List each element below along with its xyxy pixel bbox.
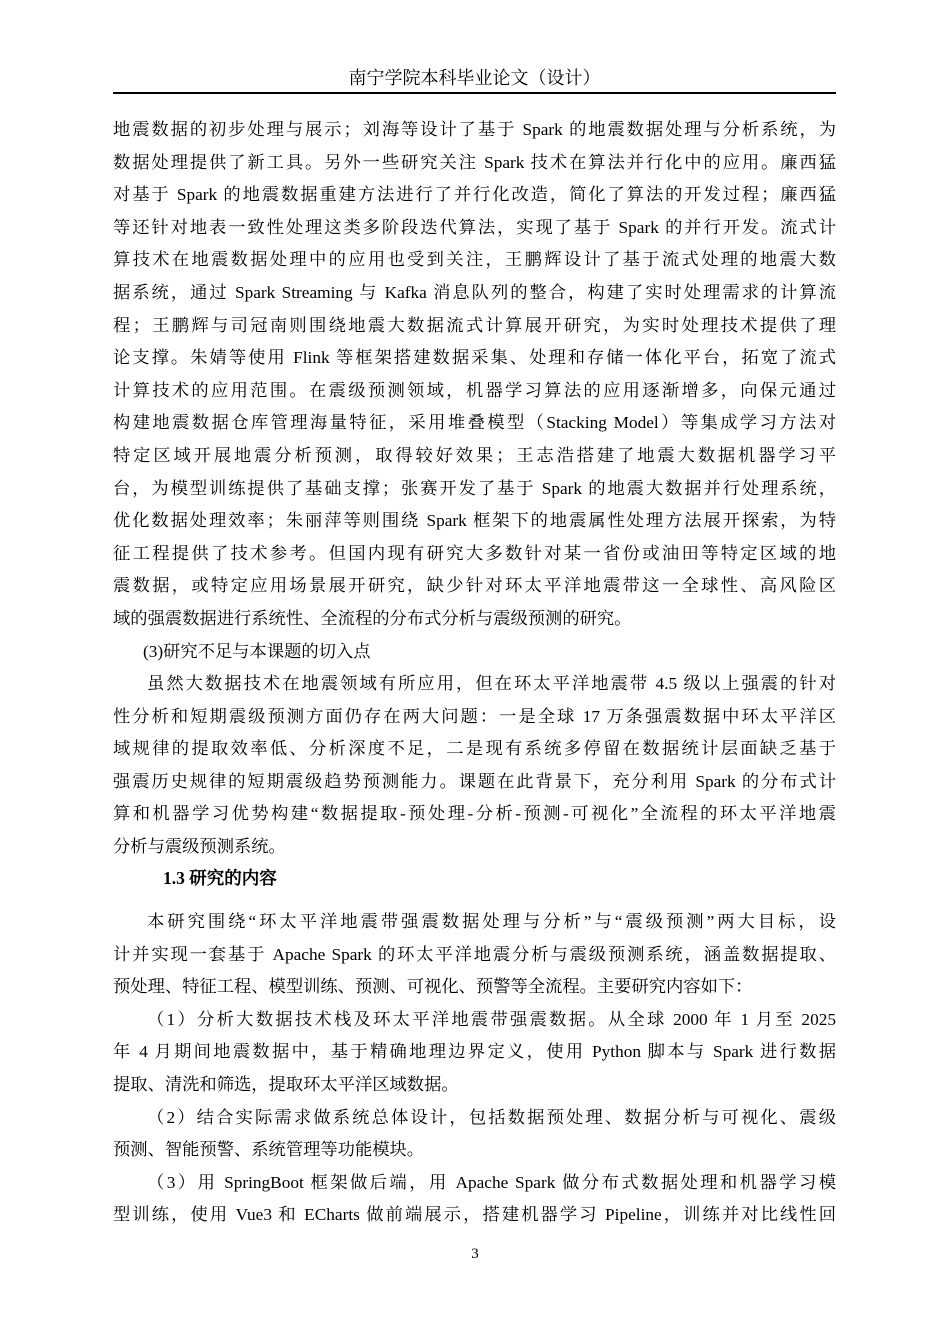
text-line: 台，为模型训练提供了基础支撑；张赛开发了基于 Spark 的地震大数据并行处理系统， (113, 478, 836, 498)
section-number: 1.3 (163, 868, 185, 888)
text-line: 论支撑。朱婧等使用 Flink 等框架搭建数据采集、处理和存储一体化平台，拓宽了流式 (113, 348, 836, 368)
text-line: 本研究围绕“环太平洋地震带强震数据处理与分析”与“震级预测”两大目标，设 (147, 912, 836, 931)
text-line: 据系统，通过 Spark Streaming 与 Kafka 消息队列的整合，构建了实时处理需求的计算流 (113, 282, 836, 302)
text-line: 构建地震数据仓库管理海量特征，采用堆叠模型（Stacking Model）等集成学习方法对 (113, 413, 836, 433)
subheading-research-gap: (3)研究不足与本课题的切入点 (143, 641, 371, 661)
text-line: 地震数据的初步处理与展示；刘海等设计了基于 Spark 的地震数据处理与分析系统，为 (113, 120, 836, 139)
text-line: 程；王鹏辉与司冠南则围绕地震大数据流式计算展开研究，为实时处理技术提供了理 (113, 315, 836, 335)
text-line: 特定区域开展地震分析预测，取得较好效果；王志浩搭建了地震大数据机器学习平 (113, 445, 836, 465)
text-line: 计算技术的应用范围。在震级预测领域，机器学习算法的应用逐渐增多，向保元通过 (113, 380, 836, 400)
text-line: 征工程提供了技术参考。但国内现有研究大多数针对某一省份或油田等特定区域的地 (113, 543, 836, 563)
text-line: （2）结合实际需求做系统总体设计，包括数据预处理、数据分析与可视化、震级 (147, 1107, 836, 1127)
text-line: 优化数据处理效率；朱丽萍等则围绕 Spark 框架下的地震属性处理方法展开探索，为特 (113, 511, 836, 531)
text-line: 算和机器学习优势构建“数据提取-预处理-分析-预测-可视化”全流程的环太平洋地震 (113, 804, 836, 824)
text-line: 型训练，使用 Vue3 和 ECharts 做前端展示，搭建机器学习 Pipeline，训练并对比线性回 (113, 1205, 836, 1225)
paragraph-research-gap (113, 668, 836, 864)
text-line: 等还针对地表一致性处理这类多阶段迭代算法，实现了基于 Spark 的并行开发。流式计 (113, 217, 836, 237)
list-item-2 (113, 1102, 836, 1167)
paragraph-intro (113, 906, 836, 1004)
text-line: 域的强震数据进行系统性、全流程的分布式分析与震级预测的研究。 (113, 608, 632, 628)
text-line: 震数据，或特定应用场景展开研究，缺少针对环太平洋地震带这一全球性、高风险区 (113, 576, 836, 596)
list-item-1 (113, 1004, 836, 1102)
body-text-section (113, 906, 836, 1232)
list-item-3 (113, 1167, 836, 1232)
text-line: 对基于 Spark 的地震数据重建方法进行了并行化改造，简化了算法的开发过程；廉西猛 (113, 185, 836, 205)
text-line: （3）用 SpringBoot 框架做后端，用 Apache Spark 做分布式数据处理和机器学习模 (147, 1172, 836, 1192)
section-heading (163, 862, 277, 894)
page-number: 3 (471, 1246, 479, 1262)
paragraph-related-work (113, 114, 836, 636)
text-line: 虽然大数据技术在地震领域有所应用，但在环太平洋地震带 4.5 级以上强震的针对 (147, 674, 836, 694)
text-line: 预测、智能预警、系统管理等功能模块。 (113, 1140, 425, 1160)
body-text (113, 114, 836, 864)
text-line: （1）分析大数据技术栈及环太平洋地震带强震数据。从全球 2000 年 1 月至 2025 (147, 1009, 836, 1029)
header-rule (113, 92, 836, 94)
text-line: 算技术在地震数据处理中的应用也受到关注，王鹏辉设计了基于流式处理的地震大数 (113, 250, 836, 270)
text-line: 强震历史规律的短期震级趋势预测能力。课题在此背景下，充分利用 Spark 的分布式计 (113, 771, 836, 791)
text-line: 性分析和短期震级预测方面仍存在两大问题：一是全球 17 万条强震数据中环太平洋区 (113, 706, 836, 726)
text-line: 年 4 月期间地震数据中，基于精确地理边界定义，使用 Python 脚本与 Spark 进行数据 (113, 1042, 836, 1062)
section-title: 研究的内容 (189, 868, 277, 888)
text-line: 分析与震级预测系统。 (113, 837, 286, 857)
text-line: 计并实现一套基于 Apache Spark 的环太平洋地震分析与震级预测系统，涵盖数据提取、 (113, 944, 836, 964)
text-line: 数据处理提供了新工具。另外一些研究关注 Spark 技术在算法并行化中的应用。廉西猛 (113, 152, 836, 172)
text-line: 提取、清洗和筛选，提取环太平洋区域数据。 (113, 1074, 459, 1094)
text-line: 预处理、特征工程、模型训练、预测、可视化、预警等全流程。主要研究内容如下： (113, 977, 753, 997)
text-line: 域规律的提取效率低、分析深度不足，二是现有系统多停留在数据统计层面缺乏基于 (113, 739, 836, 759)
running-header: 南宁学院本科毕业论文（设计） (348, 68, 601, 88)
